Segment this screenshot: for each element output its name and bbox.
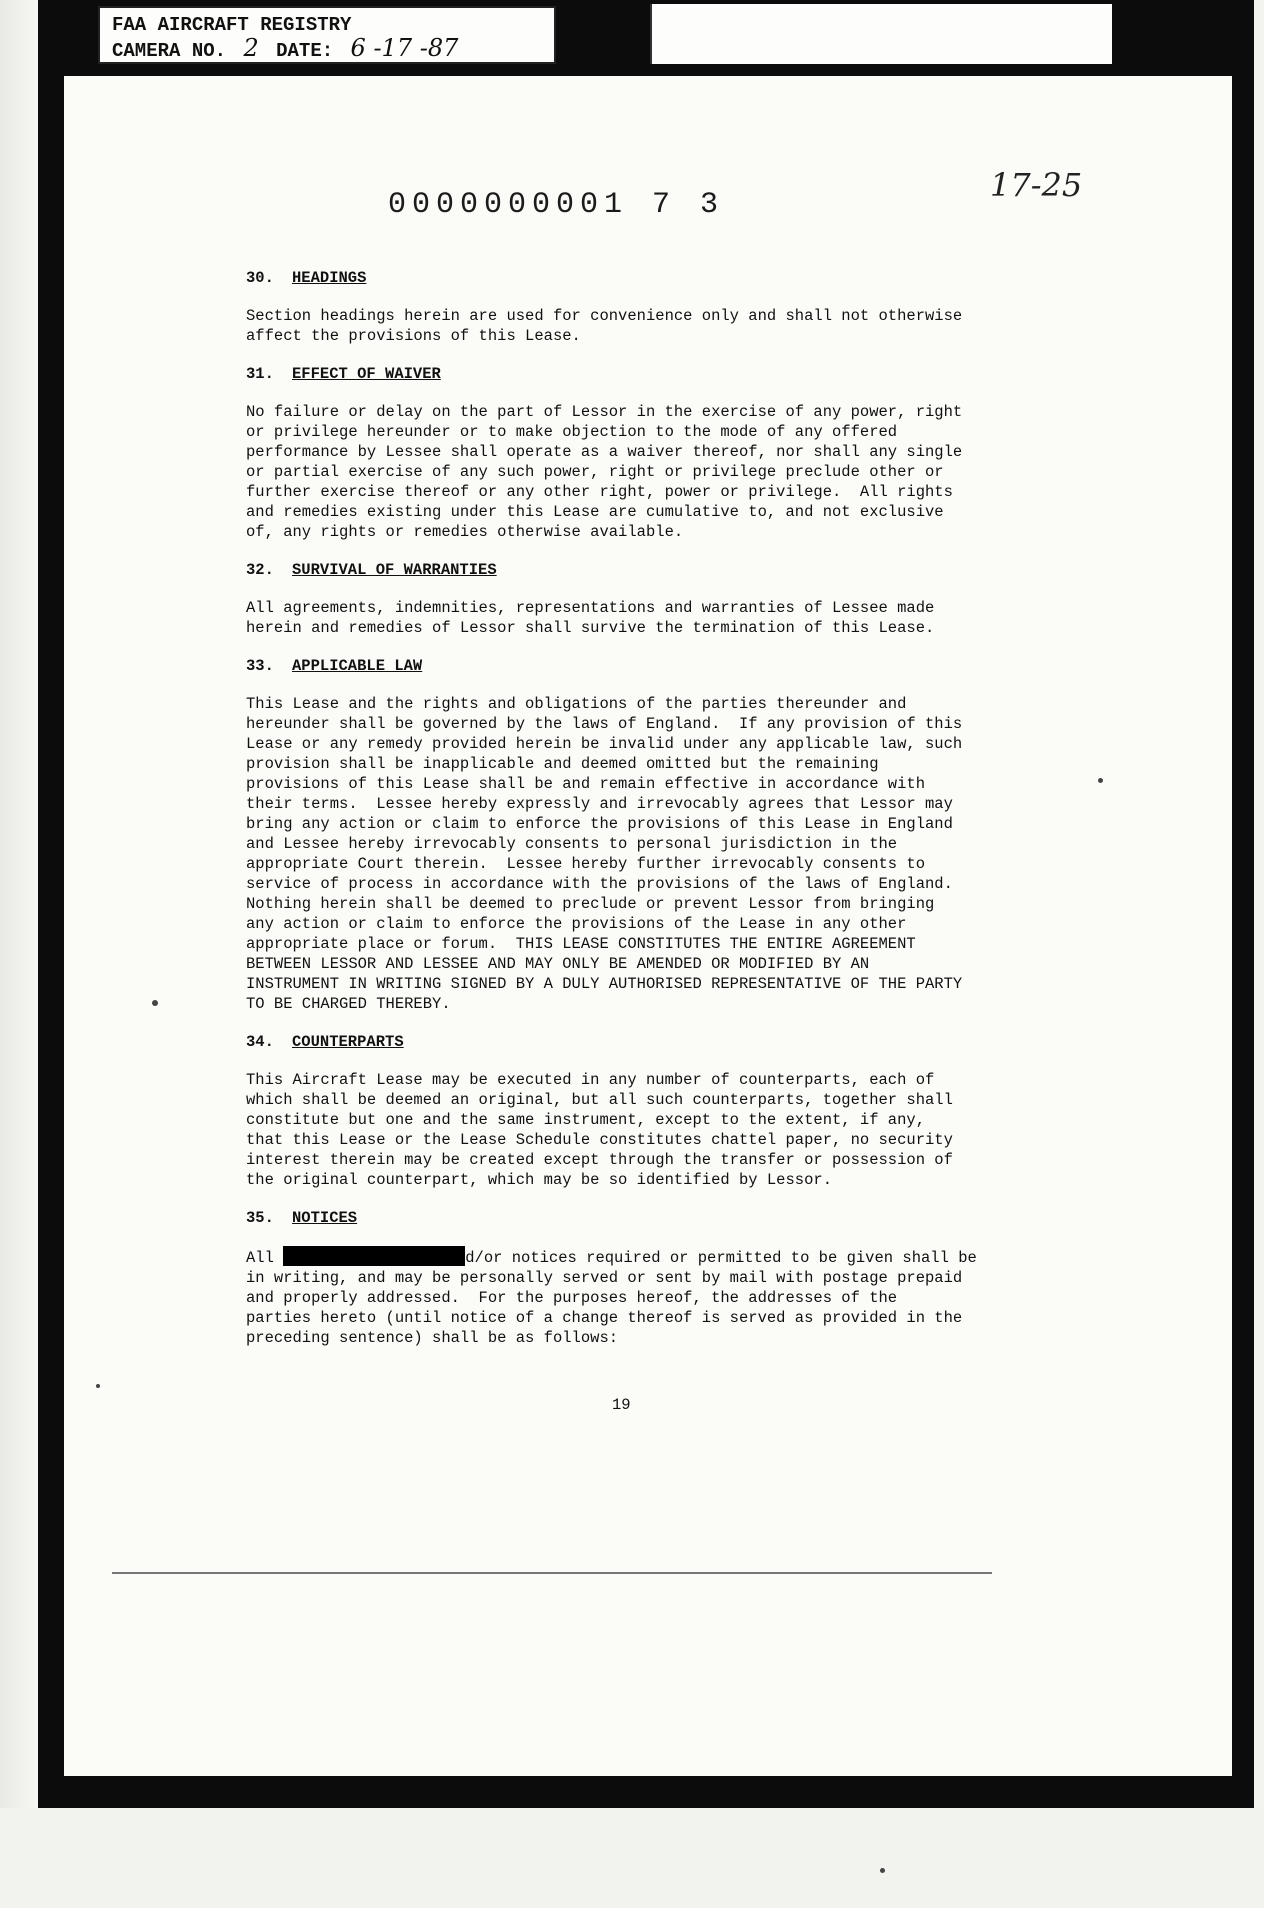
section-heading [246,656,1036,676]
section-number: 31. [246,365,274,383]
section-text [246,1246,1036,1348]
redaction-block [283,1246,465,1266]
section-heading [246,560,1036,580]
registry-stamp [98,6,556,64]
section-text: This Aircraft Lease may be executed in any number of counterparts, each of which shall be deemed an original, but all such counterparts, together shall constitute but one and the same instrument, except to the extent, if any, that this Lease or the Lease Schedule constitutes chattel paper, no security interest therein may be created except through the transfer or possession of the original counterpart, which may be so identified by Lessor. [246,1071,953,1189]
page-number: 19 [612,1396,631,1414]
section-heading [246,268,1036,288]
section-text: This Lease and the rights and obligations of the parties thereunder and hereunder shall be governed by the laws of England. If any provision of this Lease or any remedy provided herein be invalid under any applicable law, such provision shall be inapplicable and deemed omitted but the remaining provisions of this Lease shall be and remain effective in accordance with their terms. Lessee hereby expressly and irrevocably agrees that Lessor may bring any action or claim to enforce the provisions of this Lease in England and Lessee hereby irrevocably consents to personal jurisdiction in the appropriate Court therein. Lessee hereby further irrevocably consents to service of process in accordance with the provisions of the laws of England. Nothing herein shall be deemed to preclude or prevent Lessor from bringing any action or claim to enforce the provisions of the Lease in any other appropriate place or forum. THIS LEASE CONSTITUTES THE ENTIRE AGREEMENT BETWEEN LESSOR AND LESSEE AND MAY ONLY BE AMENDED OR MODIFIED BY AN INSTRUMENT IN WRITING SIGNED BY A DULY AUTHORISED REPRESENTATIVE OF THE PARTY TO BE CHARGED THEREBY. [246,695,963,1013]
section-31 [246,364,1036,542]
section-title: EFFECT OF WAIVER [292,365,441,383]
section-30 [246,268,1036,346]
stamp-title: FAA AIRCRAFT REGISTRY [112,14,352,36]
handwritten-page-reference: 17-25 [990,166,1083,204]
section-34 [246,1032,1036,1190]
scan-speck [880,1868,885,1873]
section-text: All agreements, indemnities, representations and warranties of Lessee made herein and remedies of Lessor shall survive the termination of this Lease. [246,599,935,637]
section-number: 35. [246,1209,274,1227]
stamp-date-label: DATE: [276,40,334,62]
notices-text-start: All [246,1249,284,1267]
stamp-camera-label: CAMERA NO. [112,40,227,62]
scan-bottom-strip [0,1808,1264,1908]
scan-speck [96,1384,100,1388]
section-number: 33. [246,657,274,675]
stamp-camera-date-line [112,34,542,63]
section-number: 30. [246,269,274,287]
section-heading [246,1032,1036,1052]
stamp-camera-number: 2 [243,34,259,62]
section-heading [246,1208,1036,1228]
scan-left-margin [0,0,38,1908]
lease-body [246,268,1036,1366]
scan-speck [152,1000,158,1006]
document-number: 0000000001 7 3 [388,188,725,222]
scan-divider-line [112,1572,992,1574]
section-33 [246,656,1036,1014]
stamp-date-value: 6 -17 -87 [350,34,459,62]
section-number: 34. [246,1033,274,1051]
section-title: HEADINGS [292,269,367,287]
section-32 [246,560,1036,638]
section-text: No failure or delay on the part of Lessor in the exercise of any power, right or privilege hereunder or to make objection to the mode of any offered performance by Lessee shall operate as a waiver thereof, nor shall any single or partial exercise of any such power, right or privilege preclude other or further exercise thereof or any other right, power or privilege. All rights and remedies existing under this Lease are cumulative to, and not exclusive of, any rights or remedies otherwise available. [246,403,963,541]
section-number: 32. [246,561,274,579]
section-title: APPLICABLE LAW [292,657,423,675]
section-text: Section headings herein are used for convenience only and shall not otherwise affect the provisions of this Lease. [246,307,963,345]
stamp-blank-area [650,4,1112,64]
notices-text-rest: d/or notices required or permitted to be given shall be in writing, and may be personally served or sent by mail with postage prepaid and properly addressed. For the purposes hereof, the addresses of the parties hereto (until notice of a change thereof is served as provided in the preceding sentence) shall be as follows: [246,1249,977,1347]
scan-speck [1098,778,1103,783]
section-heading [246,364,1036,384]
section-title: SURVIVAL OF WARRANTIES [292,561,497,579]
section-35 [246,1208,1036,1348]
section-title: NOTICES [292,1209,358,1227]
section-title: COUNTERPARTS [292,1033,404,1051]
